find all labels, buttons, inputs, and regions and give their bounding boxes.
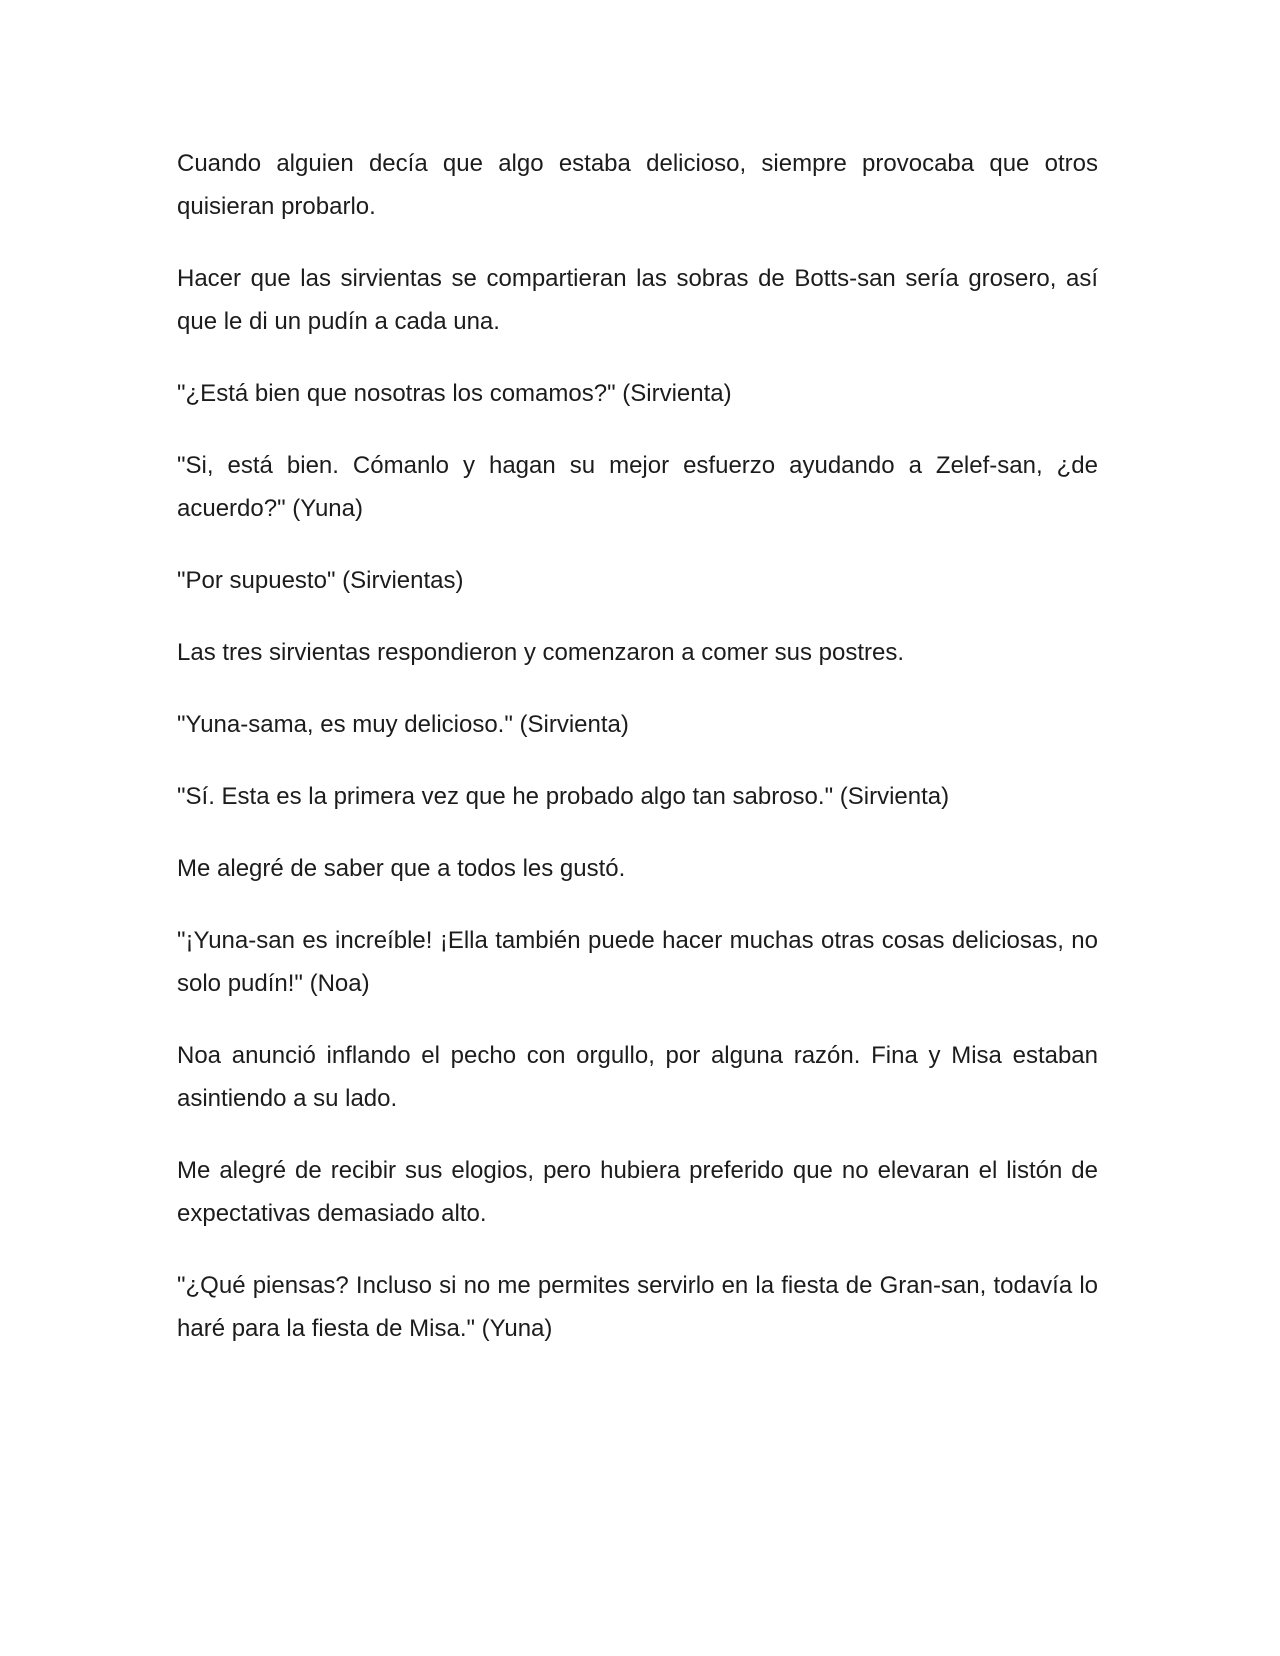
paragraph: "Sí. Esta es la primera vez que he probado algo tan sabroso." (Sirvienta) (177, 783, 950, 810)
document-body (177, 142, 1098, 1379)
paragraph: "Si, está bien. Cómanlo y hagan su mejor esfuerzo ayudando a Zelef-san, ¿de acuerdo?" (Yuna) (177, 452, 1098, 522)
paragraph: Cuando alguien decía que algo estaba delicioso, siempre provocaba que otros quisieran probarlo. (177, 150, 1098, 220)
paragraph: Hacer que las sirvientas se compartieran las sobras de Botts-san sería grosero, así que le di un pudín a cada una. (177, 265, 1098, 335)
paragraph: "Por supuesto" (Sirvientas) (177, 567, 464, 594)
paragraph: Las tres sirvientas respondieron y comenzaron a comer sus postres. (177, 639, 904, 666)
paragraph: Me alegré de saber que a todos les gustó. (177, 855, 626, 882)
paragraph: Noa anunció inflando el pecho con orgullo, por alguna razón. Fina y Misa estaban asintiendo a su lado. (177, 1042, 1098, 1112)
paragraph: "¿Qué piensas? Incluso si no me permites servirlo en la fiesta de Gran-san, todavía lo haré para la fiesta de Misa." (Yuna) (177, 1272, 1098, 1342)
paragraph: "¡Yuna-san es increíble! ¡Ella también puede hacer muchas otras cosas deliciosas, no solo pudín!" (Noa) (177, 927, 1098, 997)
paragraph: Me alegré de recibir sus elogios, pero hubiera preferido que no elevaran el listón de expectativas demasiado alto. (177, 1157, 1098, 1227)
paragraph: "Yuna-sama, es muy delicioso." (Sirvienta) (177, 711, 629, 738)
paragraph: "¿Está bien que nosotras los comamos?" (Sirvienta) (177, 380, 732, 407)
